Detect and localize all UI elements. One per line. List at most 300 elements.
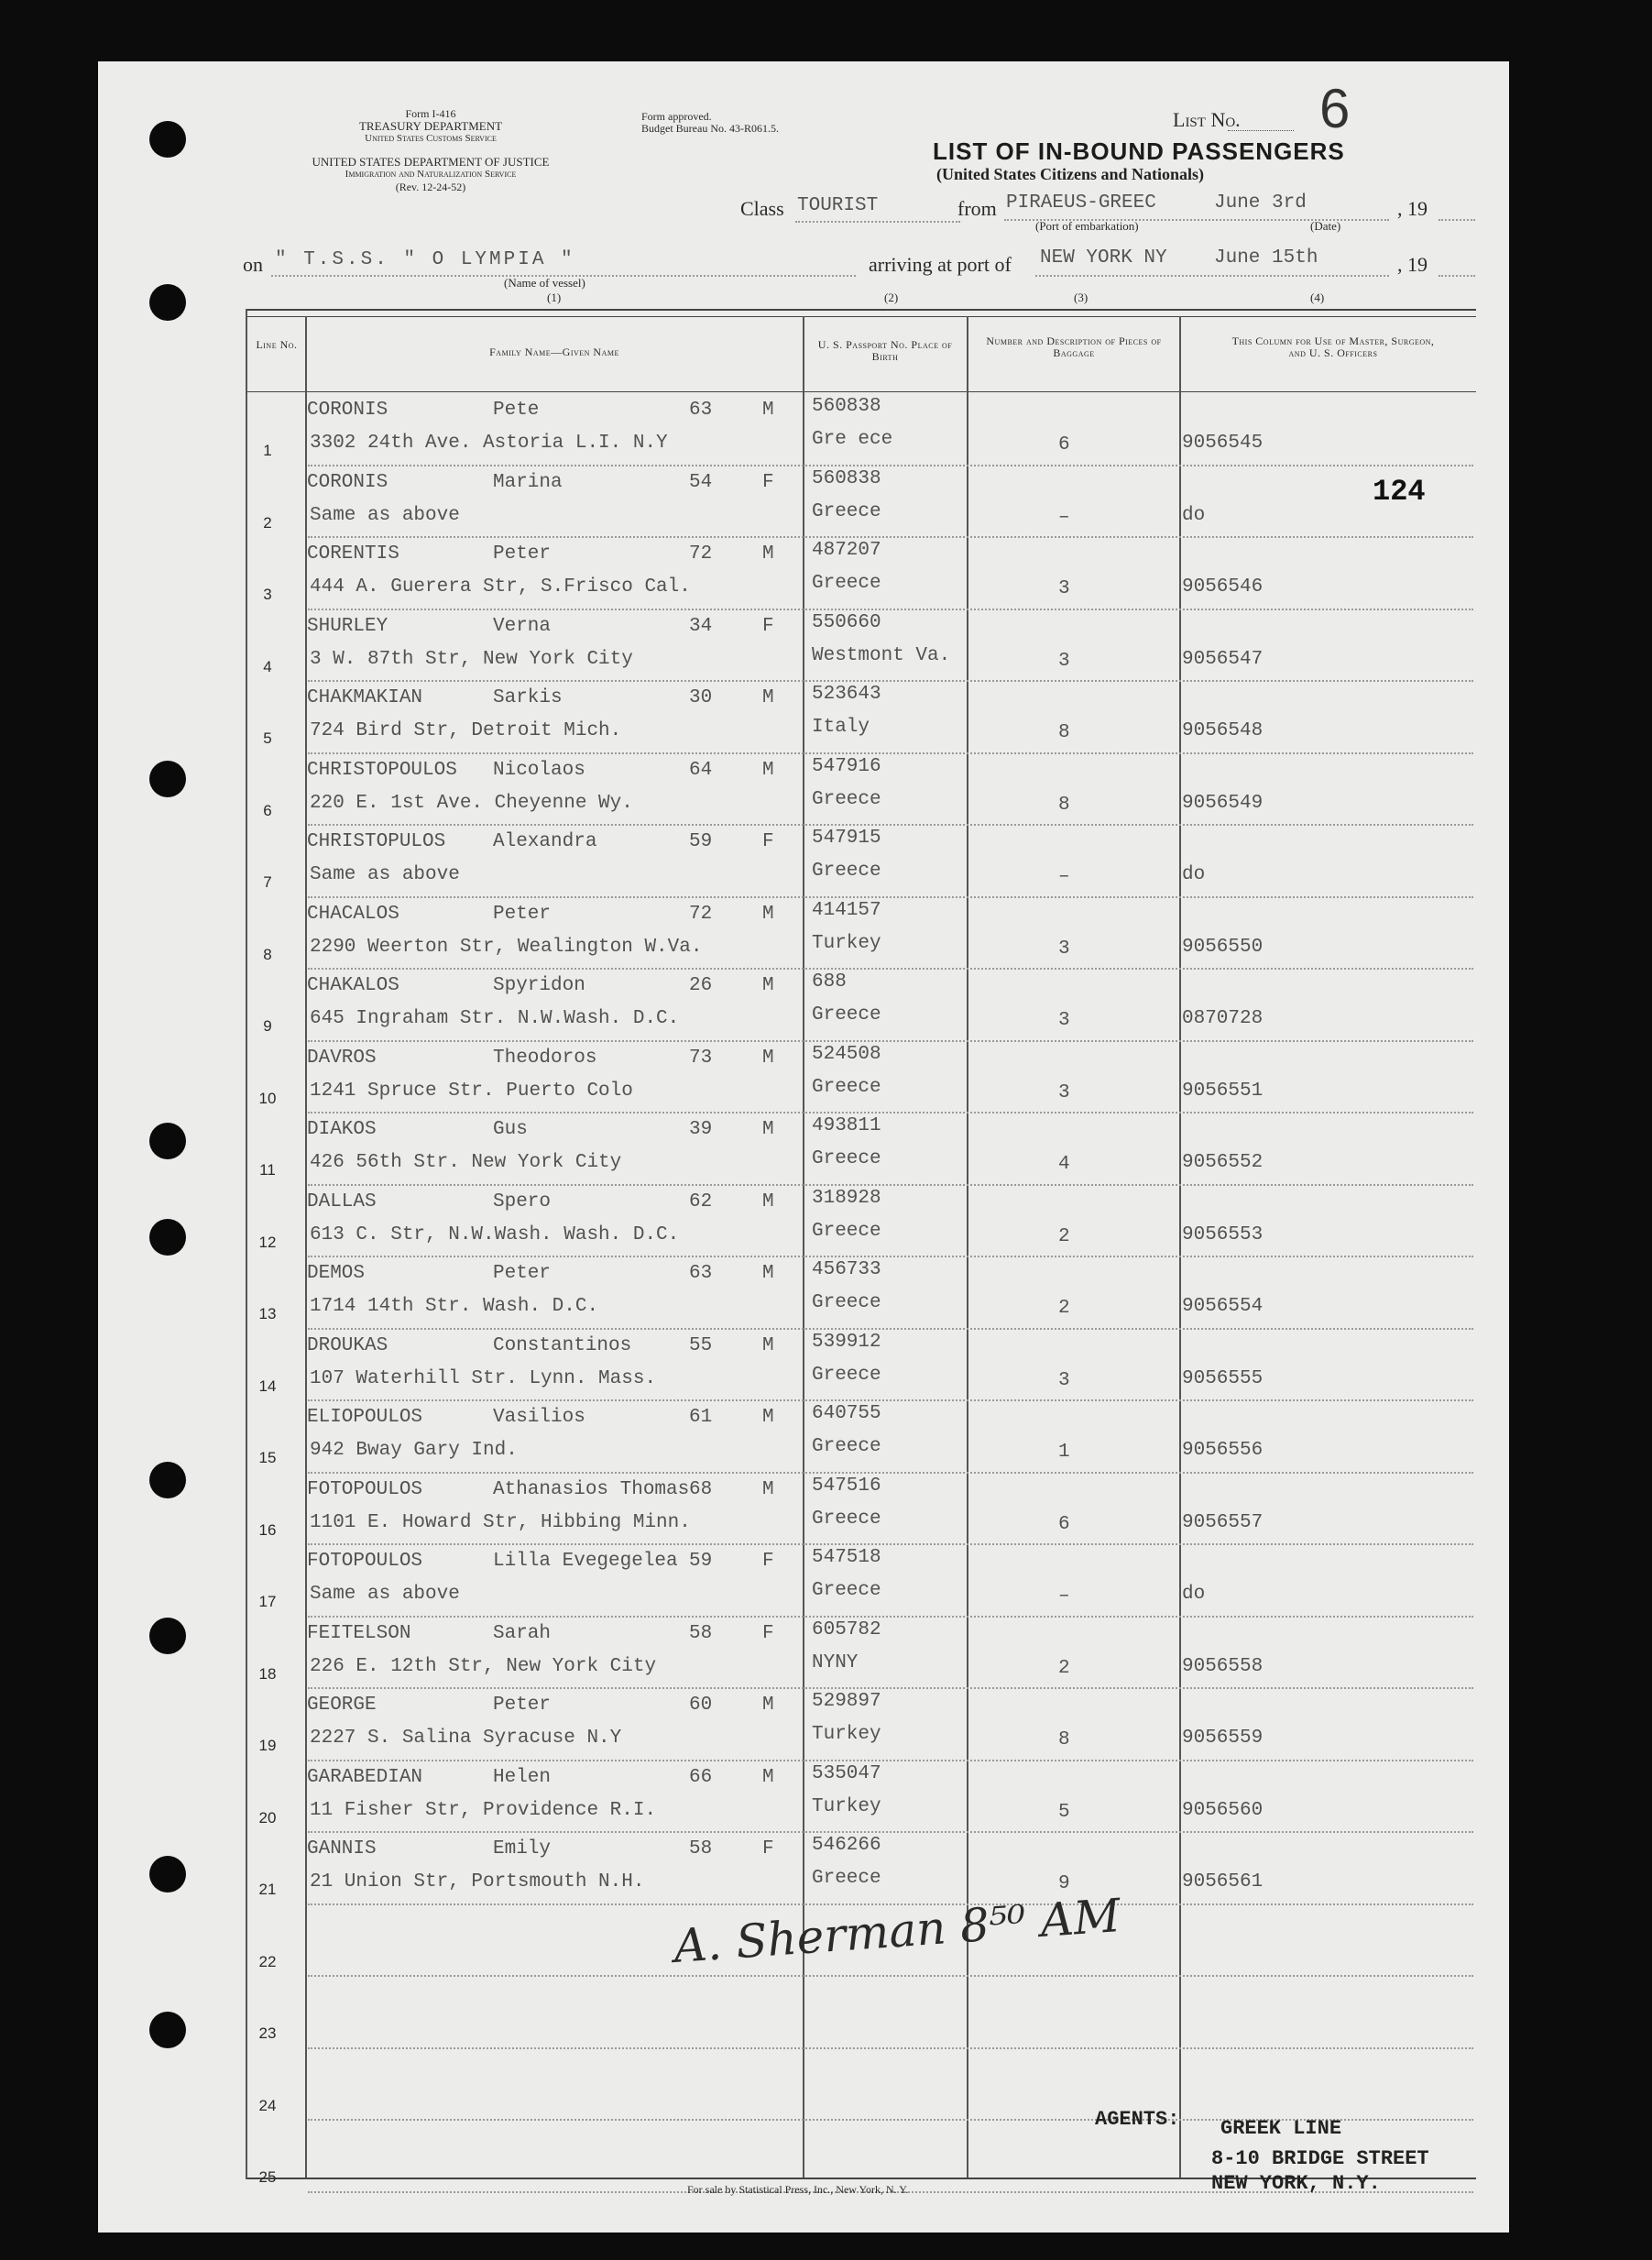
given-name: Marina [493,471,563,493]
passport-number: 560838 [812,396,881,417]
list-number: 6 [1319,78,1351,139]
given-name: Constantinos [493,1334,632,1356]
header-line-no: Line No. [256,338,298,351]
line-number: 2 [263,513,272,532]
punch-hole [149,761,186,797]
from-label: from [957,197,997,220]
punch-hole [149,284,186,321]
baggage-count: 4 [1058,1154,1070,1175]
baggage-count: – [1058,866,1070,887]
row-separator [308,1184,1473,1186]
table-header-border [246,391,1476,392]
officer-entry: 9056557 [1182,1511,1264,1533]
age: 54 [689,471,713,493]
place-of-birth: Greece [812,1580,881,1601]
officer-entry: do [1182,864,1206,885]
embarkation-date: June 3rd [1214,192,1307,214]
field-underline [1439,219,1475,221]
age: 64 [689,759,713,781]
baggage-count: 8 [1058,722,1070,743]
officer-entry: 9056553 [1182,1223,1264,1245]
passport-number: 560838 [812,467,881,489]
sex: M [762,543,774,565]
officer-entry: 9056558 [1182,1655,1264,1677]
address: 107 Waterhill Str. Lynn. Mass. [310,1367,657,1389]
sex: M [762,1334,774,1356]
sex: M [762,1047,774,1069]
age: 61 [689,1407,713,1428]
line-number: 25 [258,2168,277,2186]
passport-number: 547915 [812,828,881,849]
place-of-birth: Greece [812,500,881,522]
passport-number: 487207 [812,540,881,561]
baggage-count: 6 [1058,434,1070,455]
row-separator [308,609,1473,610]
given-name: Theodoros [493,1047,597,1069]
port-of-embarkation: PIRAEUS-GREEC [1006,192,1156,214]
age: 63 [689,1263,713,1284]
address: 2290 Weerton Str, Wealington W.Va. [310,936,703,958]
address: 226 E. 12th Str, New York City [310,1655,657,1677]
row-separator [308,1112,1473,1114]
port-caption: (Port of embarkation) [1035,219,1139,233]
header-passport: U. S. Passport No. Place of Birth [817,338,953,363]
baggage-count: – [1058,1585,1070,1607]
header-baggage: Number and Description of Pieces of Baggage [986,335,1162,359]
budget-bureau: Budget Bureau No. 43-R061.5. [641,122,779,135]
officer-entry: 9056560 [1182,1799,1264,1821]
line-number: 3 [263,586,272,603]
table-top-border [246,309,1476,311]
family-name: DROUKAS [307,1334,388,1356]
row-separator [308,824,1473,826]
line-number: 8 [263,945,272,963]
passport-number: 414157 [812,899,881,921]
baggage-count: 1 [1058,1442,1070,1463]
age: 60 [689,1695,713,1716]
row-separator [308,1399,1473,1401]
age: 58 [689,1838,713,1860]
sex: M [762,1407,774,1428]
given-name: Peter [493,1263,552,1284]
given-name: Nicolaos [493,759,585,781]
officer-entry: 9056555 [1182,1367,1264,1389]
line-number: 22 [258,1952,277,1970]
row-separator [308,2047,1473,2049]
date-caption: (Date) [1310,219,1341,233]
family-name: CORENTIS [307,543,399,565]
place-of-birth: Greece [812,788,881,810]
family-name: GARABEDIAN [307,1766,423,1788]
baggage-count: 3 [1058,938,1070,960]
family-name: FEITELSON [307,1622,411,1644]
punch-hole [149,1618,186,1654]
row-separator [308,968,1473,970]
line-number: 7 [263,873,272,891]
address: 645 Ingraham Str. N.W.Wash. D.C. [310,1008,680,1029]
sex: M [762,1190,774,1212]
baggage-count: 3 [1058,1010,1070,1031]
vessel-caption: (Name of vessel) [504,276,585,290]
passport-number: 493811 [812,1115,881,1136]
justice-department: UNITED STATES DEPARTMENT OF JUSTICE [312,155,550,169]
age: 39 [689,1119,713,1140]
column-number-3: (3) [1074,291,1089,304]
agents-line-1: GREEK LINE [1220,2117,1342,2140]
year-prefix: , 19 [1397,197,1428,220]
passport-number: 524508 [812,1043,881,1065]
officer-entry: 9056547 [1182,648,1264,670]
arrival-year-prefix: , 19 [1397,253,1428,276]
baggage-count: 6 [1058,1513,1070,1535]
officer-entry: 9056545 [1182,433,1264,454]
given-name: Athanasios Thomas [493,1478,690,1500]
baggage-count: 8 [1058,794,1070,816]
line-number: 13 [258,1305,277,1322]
sex: F [762,1622,774,1644]
baggage-count: 3 [1058,578,1070,599]
printer-footer: For sale by Statistical Press, Inc., New York, N. Y. [687,2183,909,2196]
sex: M [762,759,774,781]
address: 2227 S. Salina Syracuse N.Y [310,1728,622,1749]
baggage-count: 2 [1058,1225,1070,1247]
age: 30 [689,687,713,708]
row-separator [308,1040,1473,1042]
age: 73 [689,1047,713,1069]
address: 11 Fisher Str, Providence R.I. [310,1799,657,1821]
place-of-birth: Greece [812,1220,881,1242]
officer-entry: 9056552 [1182,1152,1264,1173]
address: 613 C. Str, N.W.Wash. Wash. D.C. [310,1223,680,1245]
place-of-birth: Turkey [812,1795,881,1817]
place-of-birth: Greece [812,1436,881,1457]
line-number: 18 [258,1664,277,1683]
given-name: Lilla Evegegelea [493,1551,678,1572]
family-name: DIAKOS [307,1119,377,1140]
sex: M [762,687,774,708]
revision-date: (Rev. 12-24-52) [395,181,466,193]
age: 55 [689,1334,713,1356]
column-number-4: (4) [1310,291,1325,304]
passport-number: 456733 [812,1259,881,1280]
list-number-label: List No. [1173,108,1241,131]
sex: F [762,1551,774,1572]
class-label: Class [740,197,784,220]
family-name: DALLAS [307,1190,377,1212]
line-number: 12 [258,1233,277,1251]
place-of-birth: Turkey [812,932,881,954]
address: Same as above [310,864,460,885]
age: 72 [689,543,713,565]
line-number: 4 [263,657,272,675]
given-name: Peter [493,903,552,925]
given-name: Spero [493,1190,552,1212]
age: 59 [689,1551,713,1572]
given-name: Gus [493,1119,528,1140]
sex: M [762,975,774,996]
family-name: CORONIS [307,471,388,493]
sex: M [762,400,774,421]
given-name: Vasilios [493,1407,585,1428]
row-separator [308,1543,1473,1545]
given-name: Sarkis [493,687,563,708]
row-separator [308,680,1473,682]
passport-number: 546266 [812,1835,881,1856]
family-name: FOTOPOULOS [307,1551,423,1572]
list-number-underline [1228,130,1294,131]
place-of-birth: Italy [812,717,870,738]
row-separator [308,752,1473,754]
passport-number: 547516 [812,1475,881,1497]
row-separator [308,1472,1473,1474]
baggage-count: 3 [1058,650,1070,672]
sex: F [762,1838,774,1860]
row-separator [308,1831,1473,1833]
vessel-name: " T.S.S. " O LYMPIA " [275,249,575,270]
address: 1714 14th Str. Wash. D.C. [310,1296,599,1317]
field-underline [1439,275,1475,277]
document-title: LIST OF IN-BOUND PASSENGERS [933,137,1345,165]
form-number: Form I-416 [405,107,456,120]
column-number-1: (1) [547,291,562,304]
age: 72 [689,903,713,925]
officer-signature: A. Sherman 8⁵⁰ AM [672,1889,1122,1973]
place-of-birth: Greece [812,1364,881,1386]
line-number: 5 [263,730,272,747]
officer-entry: 9056556 [1182,1440,1264,1461]
age: 26 [689,975,713,996]
sex: M [762,1119,774,1140]
given-name: Pete [493,400,540,421]
line-number: 6 [263,801,272,819]
sex: F [762,615,774,637]
address: 1241 Spruce Str. Puerto Colo [310,1080,633,1102]
row-separator [308,1760,1473,1761]
row-separator [308,1975,1473,1977]
officer-entry: do [1182,1584,1206,1605]
treasury-department: TREASURY DEPARTMENT [358,119,503,133]
family-name: CHACALOS [307,903,399,925]
agents-line-2: 8-10 BRIDGE STREET [1211,2147,1429,2170]
line-number: 21 [258,1881,277,1898]
passport-number: 529897 [812,1691,881,1712]
arriving-label: arriving at port of [869,253,1012,276]
family-name: ELIOPOULOS [307,1407,423,1428]
address: 724 Bird Str, Detroit Mich. [310,720,622,741]
row-separator [308,896,1473,898]
age: 62 [689,1190,713,1212]
passport-number: 605782 [812,1618,881,1640]
line-number: 20 [258,1808,277,1827]
row-separator [308,536,1473,538]
sex: M [762,1695,774,1716]
row-separator [308,1687,1473,1689]
place-of-birth: Greece [812,1868,881,1889]
baggage-count: 5 [1058,1801,1070,1823]
line-number: 14 [258,1377,277,1395]
officer-entry: 9056546 [1182,576,1264,598]
arrival-date: June 15th [1214,247,1318,269]
family-name: DAVROS [307,1047,377,1069]
line-number: 17 [258,1593,277,1610]
sex: F [762,471,774,493]
family-name: CHRISTOPULOS [307,831,446,852]
line-number: 11 [259,1161,276,1179]
age: 68 [689,1478,713,1500]
column-divider [1179,316,1181,2178]
age: 63 [689,400,713,421]
address: 21 Union Str, Portsmouth N.H. [310,1871,645,1892]
customs-service: United States Customs Service [365,133,497,144]
row-separator [308,1256,1473,1257]
family-name: CORONIS [307,400,388,421]
place-of-birth: Greece [812,1004,881,1026]
table-left-border [246,309,247,2179]
line-number: 10 [258,1089,277,1107]
place-of-birth: Greece [812,1292,881,1313]
passport-number: 535047 [812,1762,881,1784]
passport-number: 688 [812,971,847,993]
passport-number: 523643 [812,684,881,705]
field-underline [795,221,960,223]
line-number: 24 [258,2096,277,2114]
passport-number: 318928 [812,1187,881,1209]
address: 942 Bway Gary Ind. [310,1440,518,1461]
baggage-count: 2 [1058,1298,1070,1319]
row-separator [308,1616,1473,1618]
age: 58 [689,1622,713,1644]
agents-line-3: NEW YORK, N.Y. [1211,2172,1381,2195]
family-name: CHAKALOS [307,975,399,996]
baggage-count: 3 [1058,1369,1070,1391]
officer-entry: 9056551 [1182,1080,1264,1102]
page-number-stamp: 124 [1373,475,1426,509]
baggage-count: 2 [1058,1657,1070,1679]
baggage-count: – [1058,506,1070,528]
given-name: Peter [493,1695,552,1716]
family-name: GEORGE [307,1695,377,1716]
age: 59 [689,831,713,852]
row-separator [308,1328,1473,1330]
officer-entry: 9056549 [1182,792,1264,814]
given-name: Sarah [493,1622,552,1644]
passport-number: 550660 [812,611,881,633]
officer-entry: 0870728 [1182,1008,1264,1029]
address: Same as above [310,1584,460,1605]
column-divider [305,316,307,2178]
officer-entry: 9056548 [1182,720,1264,741]
class-value: TOURIST [797,195,879,216]
punch-hole [149,1219,186,1256]
punch-hole [149,1856,186,1892]
address: 3302 24th Ave. Astoria L.I. N.Y [310,433,668,454]
punch-hole [149,2012,186,2048]
officer-entry: 9056554 [1182,1296,1264,1317]
punch-hole [149,1462,186,1498]
place-of-birth: Greece [812,573,881,594]
header-officers: This Column for Use of Master, Surgeon, and U. S. Officers [1231,335,1435,359]
sex: M [762,1478,774,1500]
given-name: Peter [493,543,552,565]
passport-number: 640755 [812,1403,881,1424]
place-of-birth: Greece [812,861,881,882]
address: 220 E. 1st Ave. Cheyenne Wy. [310,792,633,814]
family-name: CHAKMAKIAN [307,687,423,708]
line-number: 15 [258,1449,277,1466]
passport-number: 547518 [812,1547,881,1568]
row-separator [308,465,1473,466]
address: Same as above [310,504,460,526]
sex: M [762,903,774,925]
passport-number: 539912 [812,1331,881,1353]
family-name: FOTOPOULOS [307,1478,423,1500]
column-divider [967,316,968,2178]
officer-entry: 9056561 [1182,1871,1264,1892]
officer-entry: 9056559 [1182,1728,1264,1749]
place-of-birth: Turkey [812,1724,881,1745]
given-name: Emily [493,1838,552,1860]
line-number: 1 [263,442,272,459]
line-number: 19 [258,1737,277,1754]
punch-hole [149,121,186,158]
given-name: Spyridon [493,975,585,996]
on-label: on [243,253,263,276]
place-of-birth: Greece [812,1076,881,1098]
place-of-birth: Westmont Va. [812,644,951,666]
field-underline [1035,275,1389,277]
address: 1101 E. Howard Str, Hibbing Minn. [310,1511,691,1533]
address: 426 56th Str. New York City [310,1152,622,1173]
address: 444 A. Guerera Str, S.Frisco Cal. [310,576,691,598]
age: 34 [689,615,713,637]
family-name: GANNIS [307,1838,377,1860]
age: 66 [689,1766,713,1788]
sex: M [762,1766,774,1788]
line-number: 23 [258,2024,277,2042]
place-of-birth: NYNY [812,1651,859,1673]
arrival-port: NEW YORK NY [1040,247,1167,269]
line-number: 9 [263,1017,272,1035]
given-name: Alexandra [493,831,597,852]
family-name: CHRISTOPOULOS [307,759,457,781]
baggage-count: 3 [1058,1081,1070,1103]
immigration-service: Immigration and Naturalization Service [345,169,517,180]
place-of-birth: Greece [812,1148,881,1169]
passport-number: 547916 [812,755,881,777]
officer-entry: do [1182,504,1206,526]
column-divider [803,316,804,2178]
line-number: 16 [258,1520,277,1539]
baggage-count: 8 [1058,1729,1070,1750]
agents-label: AGENTS: [1095,2108,1180,2131]
family-name: SHURLEY [307,615,388,637]
column-number-2: (2) [884,291,899,304]
sex: M [762,1263,774,1284]
given-name: Verna [493,615,552,637]
officer-entry: 9056550 [1182,936,1264,958]
address: 3 W. 87th Str, New York City [310,648,633,670]
punch-hole [149,1123,186,1159]
place-of-birth: Greece [812,1508,881,1530]
sex: F [762,831,774,852]
place-of-birth: Gre ece [812,429,893,450]
form-approved: Form approved. [641,110,712,123]
document-subtitle: (United States Citizens and Nationals) [936,165,1205,183]
baggage-count: 9 [1058,1873,1070,1894]
table-top-border-inner [246,316,1476,317]
given-name: Helen [493,1766,552,1788]
family-name: DEMOS [307,1263,366,1284]
